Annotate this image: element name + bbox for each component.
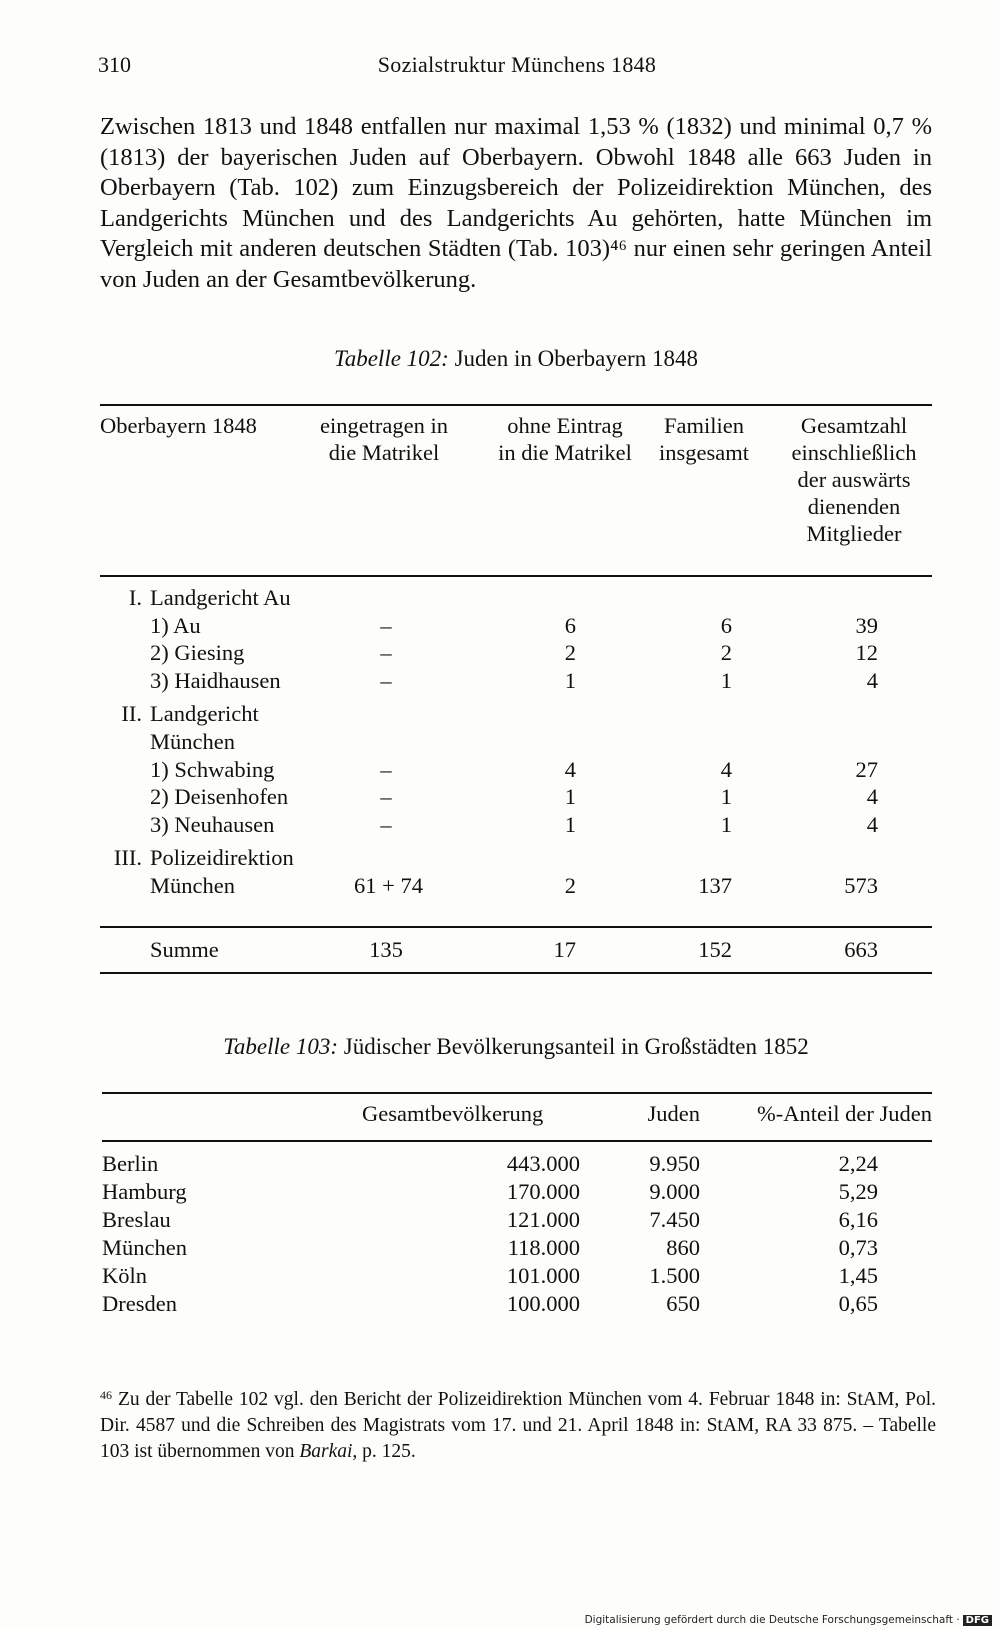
cell-registered: – [380,612,392,638]
row-label: 3) Haidhausen [150,667,281,693]
row-group-number: III. [113,845,142,871]
percent-value: 5,29 [838,1179,878,1204]
percent-value: 0,73 [838,1235,878,1260]
cell-unregistered: 6 [564,612,576,638]
cell-registered: – [380,784,392,810]
cell-unregistered: 1 [564,667,576,693]
row-label: 2) Giesing [150,640,245,666]
digitization-credit [585,1614,992,1626]
row-label: 2) Deisenhofen [150,784,289,810]
footnote-marker: 46 [100,1388,112,1402]
page-header [98,52,936,82]
digitization-credit-text: Digitalisierung gefördert durch die Deutsche Forschungsgemeinschaft · [584,1614,960,1626]
col-header-registered: eingetragen in die Matrikel [319,413,449,465]
table-103-body [102,1150,932,1324]
table-103-caption-text: Jüdischer Bevölkerungsanteil in Großstädten 1852 [338,1034,809,1059]
jews-value: 9.000 [649,1179,700,1204]
cell-total: 4 [866,784,878,810]
row-group-number: II. [121,701,142,727]
table-row [102,1206,932,1234]
population-value: 101.000 [506,1263,580,1288]
sum-unregistered: 17 [553,937,576,962]
cell-families: 4 [720,756,732,782]
row-label: 3) Neuhausen [150,811,275,837]
cell-registered: – [380,811,392,837]
cell-unregistered: 2 [564,640,576,666]
cell-families: 1 [720,811,732,837]
cell-total: 27 [855,756,878,782]
footnote-author: Barkai, [299,1441,358,1462]
city-name: Berlin [102,1151,159,1176]
col-header-families: Familien insgesamt [659,413,749,465]
cell-unregistered: 2 [564,873,576,898]
percent-value: 6,16 [838,1207,878,1232]
table-103-caption [100,1034,932,1060]
row-label: Landgericht Au [150,585,291,610]
sum-families: 152 [698,937,732,962]
city-name: Köln [102,1263,147,1288]
sum-total: 663 [844,937,878,962]
table-row [102,1178,932,1206]
cell-families: 1 [720,667,732,693]
cell-registered: – [380,667,392,693]
percent-value: 0,65 [838,1291,878,1316]
cell-families: 2 [720,640,732,666]
jews-value: 1.500 [649,1263,700,1288]
table-102-sum-rule [100,926,932,928]
jews-value: 860 [666,1235,700,1260]
row-label: 1) Schwabing [150,756,275,782]
body-paragraph: Zwischen 1813 und 1848 entfallen nur maximal 1,53 % (1832) und minimal 0,7 % (1813) der bayerischen Juden auf Oberbayern. Obwohl 1848 alle 663 Juden in Oberbayern (Tab. 102) zum Einzugsbereich der Polizeidirektion München, des Landgerichts München und des Landgerichts Au gehörten, hatte München im Vergleich mit anderen deutschen Städten (Tab. 103)⁴⁶ nur einen sehr geringen Anteil von Juden an der Gesamtbevölkerung. [100,113,932,293]
footnote-page: p. 125. [357,1441,416,1462]
cell-total: 4 [866,811,878,837]
row-label: 1) Au [150,612,201,638]
table-row [102,1150,932,1178]
cell-total: 39 [855,612,878,638]
cell-total: 4 [866,667,878,693]
table-102-header [100,412,932,548]
col-header-total: Gesamtzahl einschließlich der auswärts dienenden Mitglieder [791,413,917,546]
city-name: Hamburg [102,1179,187,1204]
city-name: Breslau [102,1207,171,1232]
table-102-bottom-rule [100,972,932,974]
row-label: München [150,729,235,754]
footnote-text: Zu der Tabelle 102 vgl. den Bericht der Polizeidirektion München vom 4. Februar 1848 in: StAM, Pol. Dir. 4587 und die Schreiben des Magistrats vom 17. und 21. April 1848 in: StAM, RA 33 875. – Tabelle 103 ist übernommen von [100,1389,936,1462]
table-103-caption-label: Tabelle 103: [223,1034,338,1059]
dfg-logo: DFG [963,1615,992,1626]
population-value: 118.000 [507,1235,580,1260]
col-header-region: Oberbayern 1848 [100,413,257,438]
city-name: Dresden [102,1291,177,1316]
row-group-number: I. [128,585,142,610]
footnote [100,1382,936,1465]
col-header-jews: Juden [647,1101,700,1126]
page-number: 310 [98,52,131,77]
population-value: 170.000 [506,1179,580,1204]
table-102-caption [100,346,932,372]
row-label: Polizeidirektion [150,845,294,871]
table-102-body [100,584,932,914]
cell-unregistered: 1 [564,784,576,810]
table-102-top-rule [100,404,932,406]
percent-value: 1,45 [838,1263,878,1288]
jews-value: 9.950 [649,1151,700,1176]
row-label: Landgericht [150,701,259,727]
table-row [102,1290,932,1318]
sum-registered: 135 [369,937,403,962]
population-value: 100.000 [506,1291,580,1316]
jews-value: 7.450 [649,1207,700,1232]
sum-label: Summe [150,937,219,962]
col-header-percent: %-Anteil der Juden [757,1101,932,1126]
table-103-top-rule [102,1092,932,1094]
table-row [102,1234,932,1262]
cell-families: 6 [720,612,732,638]
table-row [102,1262,932,1290]
cell-registered: 61 + 74 [354,873,423,898]
city-name: München [102,1235,187,1260]
col-header-unregistered: ohne Eintrag in die Matrikel [498,413,632,465]
cell-total: 12 [855,640,878,666]
cell-families: 1 [720,784,732,810]
percent-value: 2,24 [838,1151,878,1176]
cell-unregistered: 4 [564,756,576,782]
table-103-header-rule [102,1140,932,1142]
cell-unregistered: 1 [564,811,576,837]
cell-registered: – [380,640,392,666]
table-102-header-rule [100,575,932,577]
table-102-sum-row [100,936,932,966]
cell-total: 573 [844,873,878,898]
population-value: 443.000 [506,1151,580,1176]
table-102-caption-text: Juden in Oberbayern 1848 [448,346,698,371]
jews-value: 650 [666,1291,700,1316]
col-header-population: Gesamtbevölkerung [362,1101,544,1126]
row-label: München [150,873,235,898]
table-103-header [102,1100,932,1134]
table-102-caption-label: Tabelle 102: [334,346,449,371]
cell-families: 137 [698,873,732,898]
population-value: 121.000 [506,1207,580,1232]
cell-registered: – [380,756,392,782]
running-title: Sozialstruktur Münchens 1848 [377,52,657,77]
